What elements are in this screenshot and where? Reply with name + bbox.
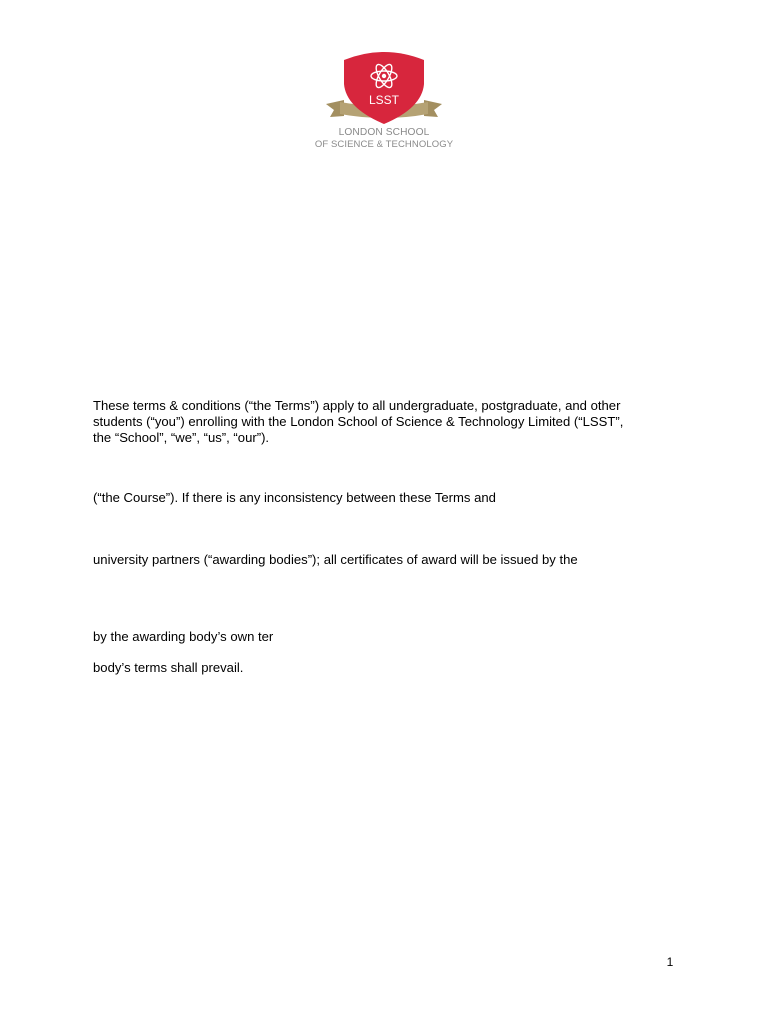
terms-intro-line-1: These terms & conditions (“the Terms”) apply to all undergraduate, postgraduate, and other <box>93 398 621 413</box>
shield-text: LSST <box>368 93 400 107</box>
prevail-line: body’s terms shall prevail. <box>93 660 244 675</box>
course-line: (“the Course”). If there is any inconsistency between these Terms and <box>93 490 496 505</box>
terms-intro-line-2: students (“you”) enrolling with the London School of Science & Technology Limited (“LSST”, <box>93 414 624 429</box>
lsst-shield-crest <box>300 46 468 126</box>
lsst-logo <box>300 46 468 156</box>
partners-line: university partners (“awarding bodies”); all certificates of award will be issued by the <box>93 552 578 567</box>
logo-line-1: LONDON SCHOOL <box>338 127 430 138</box>
terms-intro-line-3: the “School”, “we”, “us”, “our”). <box>93 430 270 445</box>
page-number: 1 <box>666 955 674 969</box>
logo-line-2: OF SCIENCE & TECHNOLOGY <box>314 139 454 150</box>
awarding-line: by the awarding body’s own ter <box>93 629 274 644</box>
